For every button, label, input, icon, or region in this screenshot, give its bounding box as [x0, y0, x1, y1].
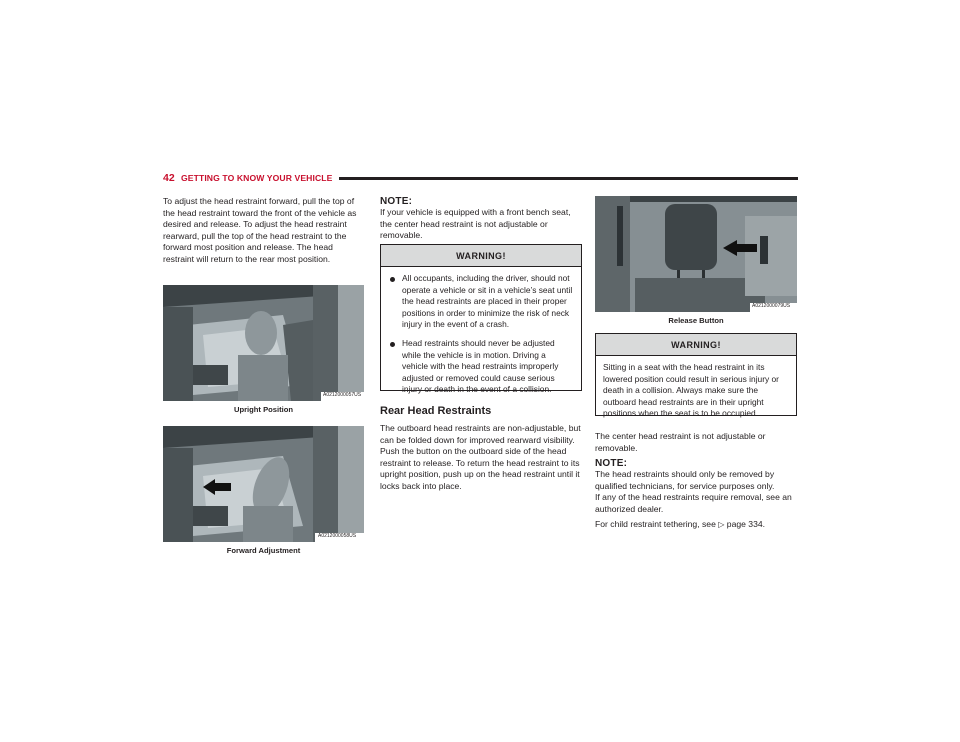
figure-code: A0212000079US [752, 303, 791, 309]
warning-bullet: Head restraints should never be adjusted while the vehicle is in motion. Driving a vehicle with the head restraints improperly adjusted or removed could cause serious injury or death in the event of a collision. [388, 338, 574, 396]
arrow-right-icon: ▷ [718, 520, 725, 529]
section-subheading: Rear Head Restraints [380, 405, 492, 417]
warning-box [595, 333, 797, 419]
header-rule [339, 177, 798, 180]
page-ref-link[interactable]: page 334. [726, 519, 766, 529]
warning-text: Sitting in a seat with the head restraint in its lowered position could result in serious injury or death in a collision. Always make sure the outboard head restraints are in their upright positions when the seat is to be occupied. [603, 362, 779, 419]
release-button-photo [595, 196, 797, 312]
note-text: The head restraints should only be removed by qualified technicians, for service purposes only. [595, 469, 775, 491]
rear-restraints-paragraph: The outboard head restraints are non-adjustable, but can be folded down for improved rearward visibility. Push the button on the outboard side of the head restraint to release. To return the head restraint to its upright position, push up on the head restraint until it locks back into place. [380, 423, 581, 491]
figure-caption: Upright Position [233, 405, 294, 414]
figure-caption: Forward Adjustment [226, 546, 301, 555]
center-restraint-text: The center head restraint is not adjustable or removable. [595, 431, 766, 453]
forward-adjustment-photo [163, 426, 364, 542]
figure-code: A0212000057US [323, 392, 362, 398]
warning-title: WARNING! [381, 245, 581, 267]
note-text: If any of the head restraints require removal, see an authorized dealer. [595, 492, 792, 514]
child-ref-prefix: For child restraint tethering, see [595, 519, 716, 529]
note-label: NOTE: [380, 196, 413, 207]
page-header [163, 172, 798, 186]
warning-title: WARNING! [596, 334, 796, 356]
note-text: If your vehicle is equipped with a front bench seat, the center head restraint is not adjustable or removable. [380, 207, 571, 241]
page-number: 42 [163, 172, 175, 184]
intro-paragraph: To adjust the head restraint forward, pull the top of the head restraint toward the front of the vehicle as desired and release. To adjust the head restraint rearward, pull the top of the head restraint to the forward most position and release. The head restraint will return to the rear most position. [163, 196, 357, 264]
section-title: GETTING TO KNOW YOUR VEHICLE [181, 173, 333, 183]
upright-position-photo [163, 285, 364, 401]
child-restraint-ref [595, 519, 797, 531]
figure-code: A0212000058US [318, 533, 357, 539]
note-label: NOTE: [595, 458, 628, 469]
warning-box [380, 244, 582, 395]
figure-caption: Release Button [668, 316, 724, 325]
warning-bullet: All occupants, including the driver, should not operate a vehicle or sit in a vehicle’s seat until the head restraints are placed in their proper positions in order to minimize the risk of neck injury in the event of a crash. [388, 273, 574, 331]
